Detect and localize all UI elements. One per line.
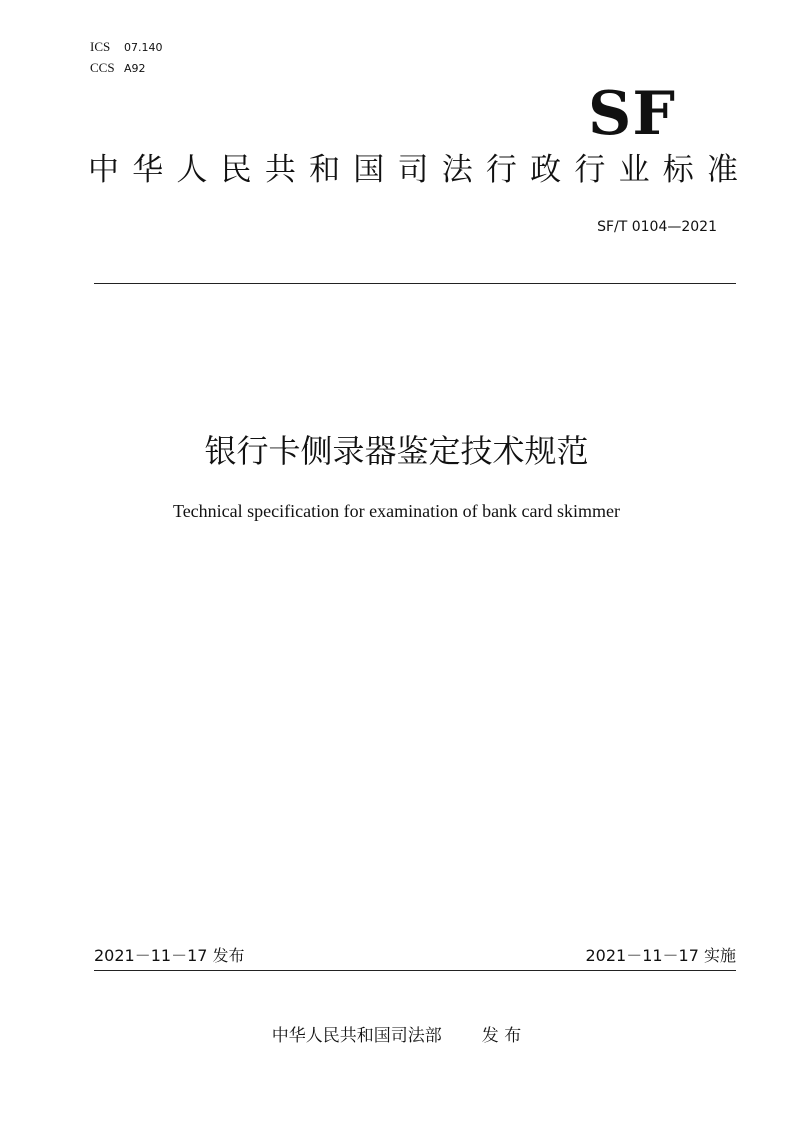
ccs-value: A92 [124,62,146,75]
ics-label: ICS [90,39,111,54]
ics-row [90,40,163,55]
document-title-english: Technical specification for examination of bank card skimmer [172,501,621,521]
standard-type-title: 中华人民共和国司法行政行业标准 [88,152,738,188]
publisher-name: 中华人民共和国司法部 [271,1026,442,1046]
standard-code: SF/T 0104—2021 [597,219,717,235]
publisher-line [0,1024,793,1048]
publisher-action: 发 布 [481,1026,522,1046]
ics-value: 07.140 [124,41,163,54]
ccs-row [90,61,146,76]
ccs-label: CCS [90,60,115,75]
sf-logo: SF [588,79,676,149]
implementation-date: 2021－11－17 实施 [585,946,736,965]
issue-date: 2021－11－17 发布 [94,946,245,965]
bottom-divider [94,970,736,971]
document-title-chinese: 银行卡侧录器鉴定技术规范 [204,432,589,470]
top-divider [94,283,736,284]
